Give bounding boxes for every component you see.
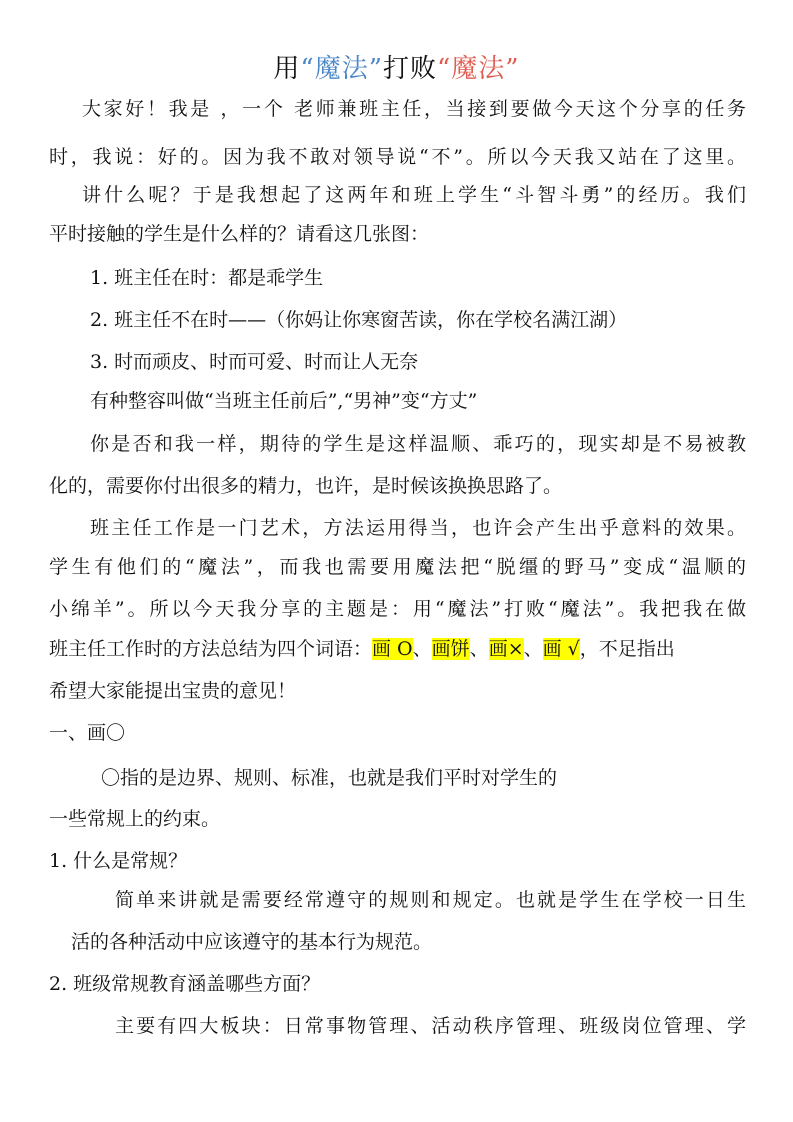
paragraph-line-21: 活的各种活动中应该遵守的基本行为规范。 [71,931,433,953]
list-item-1: 1. 班主任在时：都是乖学生 [90,267,324,289]
paragraph-line-4: 平时接触的学生是什么样的？请看这几张图： [49,223,430,245]
separator: 、 [523,638,543,660]
paragraph-line-20: 简单来讲就是需要经常遵守的规则和规定。也就是学生在学校一日生 [115,889,746,911]
title-part-2: “魔法” [300,54,383,84]
list-item-3: 3. 时而顽皮、时而可爱、时而让人无奈 [90,351,419,373]
line-14-lead: 班主任工作时的方法总结为四个词语： [49,638,373,660]
paragraph-line-18: 一些常规上的约束。 [49,808,221,830]
title-part-4: “魔法” [437,54,520,84]
paragraph-line-10: 化的，需要你付出很多的精力，也许，是时候该换换思路了。 [49,475,563,497]
paragraph-line-2: 时，我说：好的。因为我不敢对领导说“不”。所以今天我又站在了这里。 [49,146,746,168]
subheading-2: 2. 班级常规教育涵盖哪些方面？ [49,973,321,995]
highlight-draw-pie: 画饼 [431,638,470,660]
document-title [0,52,793,86]
paragraph-line-15: 希望大家能提出宝贵的意见！ [49,680,297,702]
paragraph-line-23: 主要有四大板块：日常事物管理、活动秩序管理、班级岗位管理、学 [115,1015,746,1037]
line-14-tail: ，不足指出 [579,638,675,660]
paragraph-line-9: 你是否和我一样，期待的学生是这样温顺、乖巧的，现实却是不易被教 [90,433,746,455]
separator: 、 [412,638,432,660]
highlight-draw-circle: 画 O [372,638,413,660]
paragraph-line-1: 大家好！我是 ，一个 老师兼班主任，当接到要做今天这个分享的任务 [82,98,746,120]
paragraph-line-12: 学生有他们的“魔法”，而我也需要用魔法把“脱缰的野马”变成“温顺的 [49,556,746,578]
title-part-3: 打败 [383,54,438,84]
highlight-draw-cross: 画× [488,638,524,660]
paragraph-line-8: 有种整容叫做“当班主任前后”,“男神”变“方丈” [90,390,478,412]
list-item-2: 2. 班主任不在时——（你妈让你寒窗苦读，你在学校名满江湖） [90,309,628,331]
paragraph-line-14 [49,637,793,661]
title-part-1: 用 [273,54,301,84]
section-heading-1: 一、画〇 [49,722,126,744]
separator: 、 [469,638,489,660]
subheading-1: 1. 什么是常规？ [49,850,188,872]
paragraph-line-13: 小绵羊”。所以今天我分享的主题是：用“魔法”打败“魔法”。我把我在做 [49,598,746,620]
paragraph-line-3: 讲什么呢？于是我想起了这两年和班上学生“斗智斗勇”的经历。我们 [82,184,746,206]
paragraph-line-11: 班主任工作是一门艺术，方法运用得当，也许会产生出乎意料的效果。 [90,517,746,539]
highlight-draw-check: 画 √ [542,638,580,660]
paragraph-line-17: 〇指的是边界、规则、标准，也就是我们平时对学生的 [101,767,558,789]
